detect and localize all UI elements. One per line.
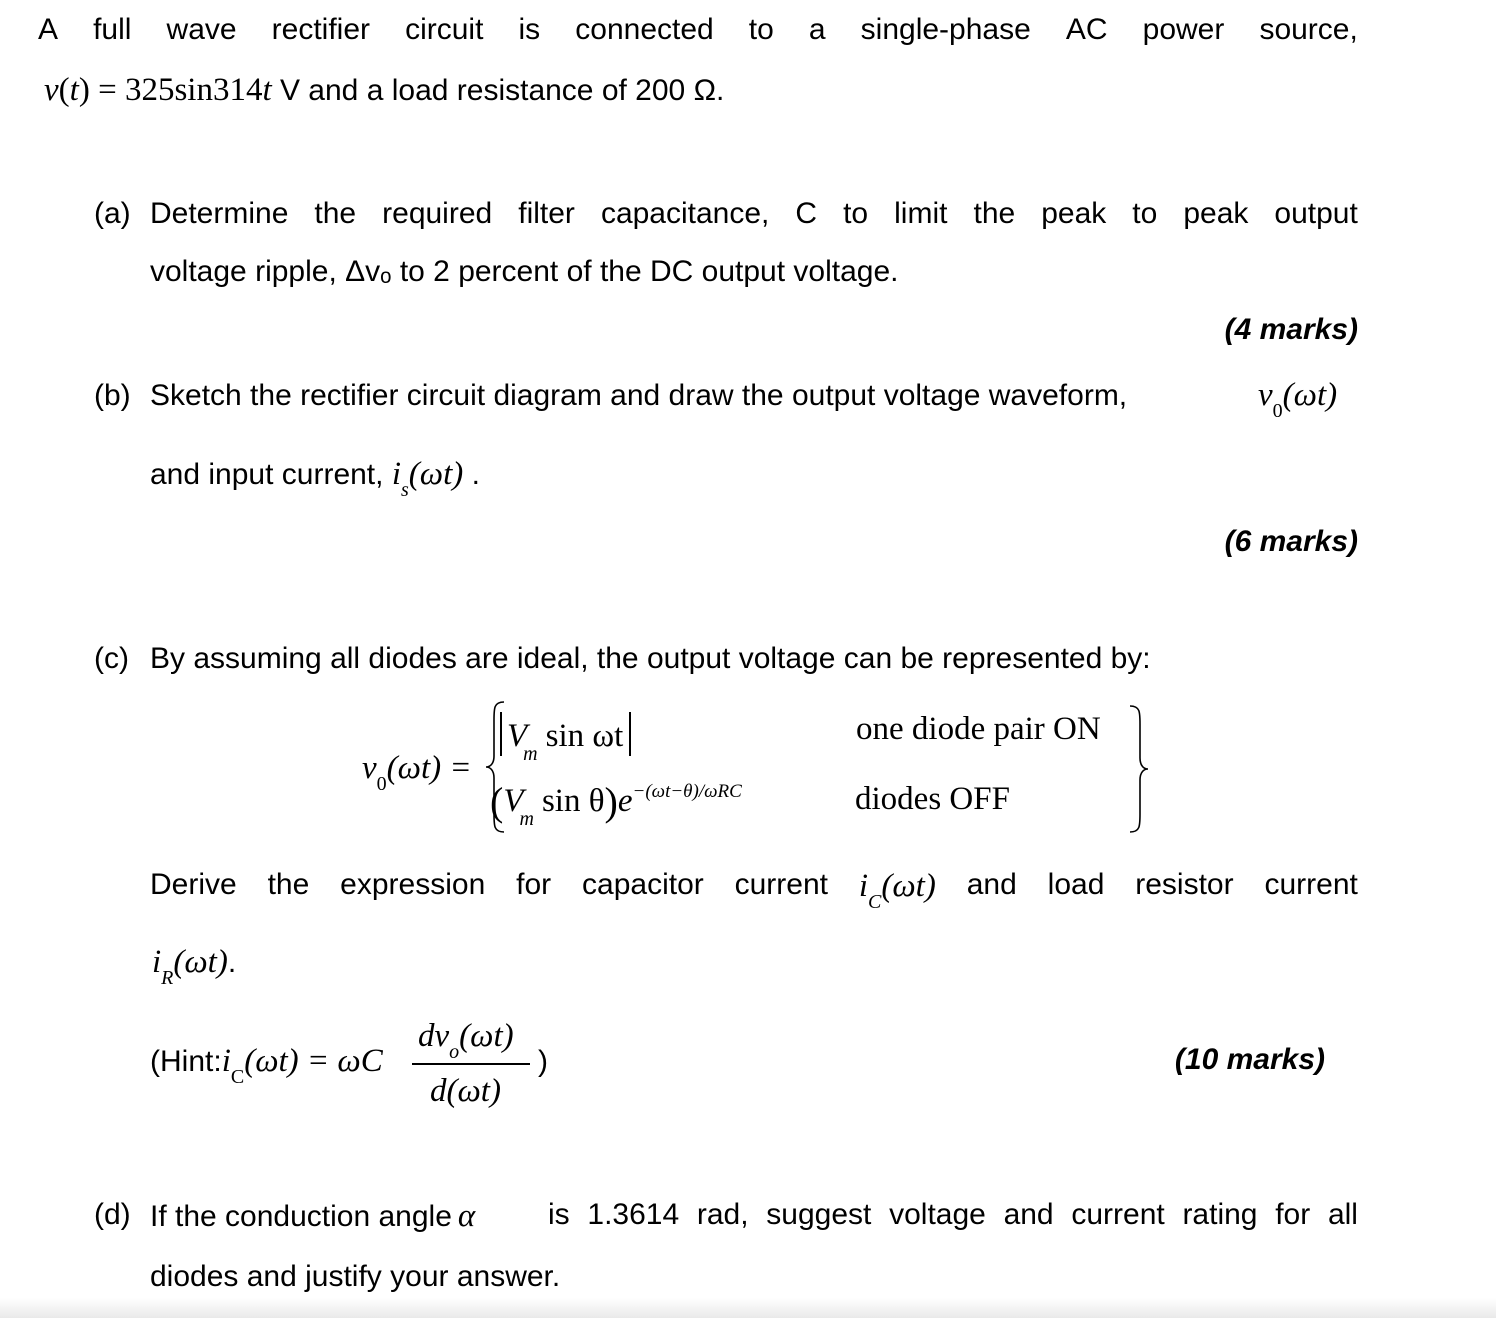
intro-word: A	[38, 13, 59, 46]
vo-subscript: 0	[1272, 400, 1283, 422]
abs-bar-left	[500, 712, 502, 756]
abs-bar-right	[629, 712, 631, 756]
iR-end: .	[227, 946, 237, 979]
part-a-word: peak	[1041, 197, 1107, 230]
iR-line	[152, 944, 237, 989]
part-d-word: rating	[1182, 1198, 1258, 1231]
piecewise-lhs	[362, 750, 472, 795]
intro-word: single-phase	[860, 13, 1031, 46]
part-b-text-2: and input current,	[150, 458, 384, 491]
hint-num-sub: o	[449, 1041, 460, 1063]
intro-word: wave	[166, 13, 237, 46]
hint-ic-sub: C	[230, 1066, 245, 1088]
derive-word: expression	[340, 868, 486, 901]
part-a-label: (a)	[94, 197, 131, 230]
vo-var: v	[1258, 377, 1273, 413]
part-a-word: the	[973, 197, 1016, 230]
part-d-word: and	[1003, 1198, 1054, 1231]
derive-word: resistor	[1135, 868, 1234, 901]
part-a-line-1	[150, 199, 1358, 229]
part-c-label: (c)	[94, 642, 129, 675]
page-bottom-edge	[0, 1298, 1496, 1318]
lhs-var: v	[362, 750, 377, 786]
intro-word: source,	[1259, 13, 1358, 46]
derive-word: current	[734, 868, 828, 901]
part-a-word: required	[382, 197, 493, 230]
intro-line-1	[38, 15, 1358, 45]
alpha-symbol: α	[457, 1198, 476, 1234]
derive-word: load	[1047, 868, 1105, 901]
part-d-words	[548, 1200, 1358, 1233]
is-var: i	[391, 456, 401, 492]
part-a-word: C	[795, 197, 818, 230]
paren-open: (	[58, 72, 70, 108]
part-b-label: (b)	[94, 379, 131, 412]
vo-expression	[1258, 377, 1338, 422]
ic-expression	[858, 868, 936, 913]
intro-word: rectifier	[271, 13, 371, 46]
fraction-bar	[412, 1063, 530, 1065]
hint-open-text: (Hint:	[150, 1045, 222, 1078]
part-d-pre-text: If the conduction angle	[150, 1200, 452, 1233]
hint-numerator	[418, 1018, 514, 1063]
part-d-word: voltage	[889, 1198, 986, 1231]
right-brace	[1126, 704, 1150, 834]
part-d-pre	[150, 1200, 475, 1233]
part-d-word: current	[1071, 1198, 1165, 1231]
is-subscript: s	[401, 479, 409, 501]
part-d-word: rad,	[696, 1198, 749, 1231]
part-d-label: (d)	[94, 1198, 131, 1231]
part-a-word: the	[314, 197, 357, 230]
part-d-line-1	[150, 1200, 1358, 1233]
case-1-condition: one diode pair ON	[856, 711, 1101, 747]
ic-var: i	[858, 868, 869, 904]
iR-var: i	[152, 944, 162, 980]
paren-big-close: )	[604, 779, 618, 824]
intro-word: full	[93, 13, 132, 46]
hint-denominator: d(ωt)	[430, 1073, 501, 1109]
derive-word: for	[516, 868, 552, 901]
part-a-word: Determine	[150, 197, 289, 230]
hint-mid: (ωt) = ωC	[244, 1043, 383, 1079]
part-d-word: is	[548, 1198, 570, 1231]
part-b-line-2	[150, 456, 480, 501]
iR-subscript: R	[161, 967, 174, 989]
intro-word: AC	[1065, 13, 1108, 46]
ic-arg: (ωt)	[881, 868, 936, 904]
case-2	[490, 779, 742, 830]
part-a-marks: (4 marks)	[1224, 313, 1358, 346]
case-1	[500, 712, 631, 765]
intro-text: V and a load resistance of 200 Ω.	[271, 74, 725, 107]
paren-close-eq: ) =	[78, 72, 125, 108]
time-var-2: t	[262, 72, 272, 108]
iR-arg: (ωt)	[173, 944, 228, 980]
lhs-arg: (ωt) =	[386, 750, 472, 786]
case1-V: V	[507, 718, 528, 754]
derive-word: current	[1264, 868, 1358, 901]
part-a-word: limit	[894, 197, 948, 230]
part-b-line-1	[150, 381, 1127, 411]
case-2-condition: diodes OFF	[855, 781, 1010, 817]
derive-line	[150, 868, 1358, 913]
part-d-word: 1.3614	[587, 1198, 680, 1231]
part-d-line-2: diodes and justify your answer.	[150, 1260, 561, 1293]
intro-word: connected	[575, 13, 714, 46]
vo-arg: (ωt)	[1282, 377, 1338, 413]
ic-subscript: C	[868, 891, 882, 913]
case2-sin: sin θ	[541, 783, 605, 819]
hint-open	[150, 1043, 383, 1088]
case2-V: V	[503, 783, 524, 819]
time-var: t	[69, 72, 79, 108]
part-d-word: suggest	[766, 1198, 872, 1231]
case1-m: m	[523, 743, 538, 765]
case2-e: e	[617, 783, 633, 819]
derive-word: the	[267, 868, 310, 901]
voltage-expression: 325sin314	[124, 72, 263, 108]
part-b-text-1: Sketch the rectifier circuit diagram and draw the output voltage waveform,	[150, 379, 1128, 412]
hint-ic-var: i	[221, 1043, 231, 1079]
part-a-word: to	[843, 197, 869, 230]
derive-word: and	[966, 868, 1017, 901]
part-d-word: all	[1327, 1198, 1358, 1231]
part-c-marks: (10 marks)	[1174, 1043, 1325, 1076]
intro-line-2	[44, 74, 724, 107]
case1-sin: sin ωt	[545, 718, 624, 754]
part-a-word: peak	[1183, 197, 1249, 230]
intro-word: to	[748, 13, 774, 46]
lhs-subscript: 0	[376, 773, 387, 795]
intro-word: is	[518, 13, 541, 46]
case2-exponent: −(ωt−θ)/ωRC	[632, 781, 742, 802]
part-b-end: .	[463, 458, 480, 491]
part-a-word: filter	[518, 197, 575, 230]
part-c-intro: By assuming all diodes are ideal, the output voltage can be represented by:	[150, 642, 1151, 675]
part-a-line-2: voltage ripple, Δvₒ to 2 percent of the DC output voltage.	[150, 255, 899, 288]
case2-m: m	[519, 808, 534, 830]
hint-num-dv: dv	[418, 1018, 450, 1054]
is-arg: (ωt)	[408, 456, 464, 492]
part-d-word: for	[1275, 1198, 1311, 1231]
hint-close: )	[538, 1045, 548, 1078]
intro-word: a	[808, 13, 826, 46]
part-b-marks: (6 marks)	[1224, 525, 1358, 558]
part-a-word: to	[1132, 197, 1158, 230]
derive-word: capacitor	[582, 868, 704, 901]
intro-word: circuit	[405, 13, 484, 46]
paren-big-open: (	[490, 779, 504, 824]
part-a-word: capacitance,	[600, 197, 770, 230]
intro-word: power	[1142, 13, 1225, 46]
derive-word: Derive	[150, 868, 237, 901]
voltage-var: v	[44, 72, 59, 108]
part-a-word: output	[1274, 197, 1358, 230]
hint-num-arg: (ωt)	[459, 1018, 514, 1054]
